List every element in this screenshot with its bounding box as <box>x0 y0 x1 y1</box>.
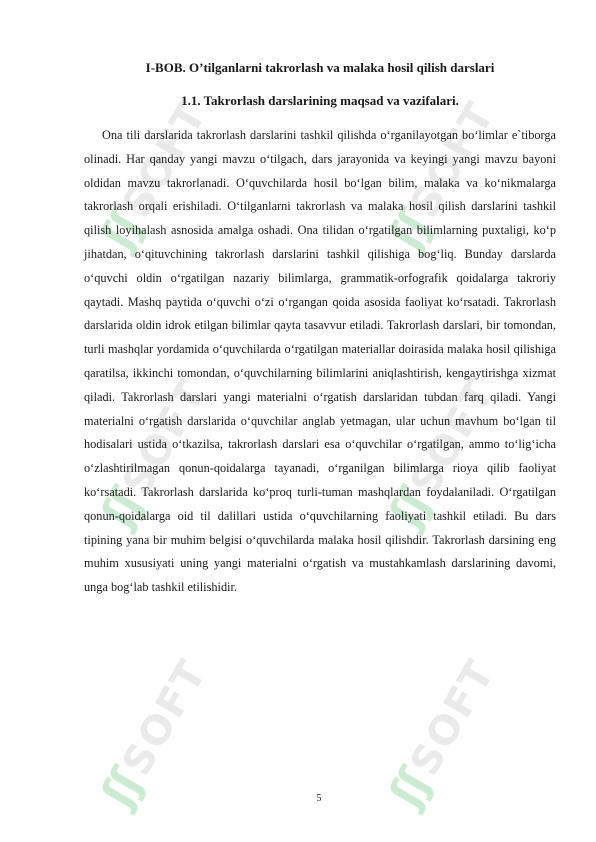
watermark-logo-letters: ʃʃ <box>380 203 441 258</box>
watermark-logo-letters: ʃʃ <box>92 203 153 258</box>
watermark-logo-word: SOFT <box>401 371 505 504</box>
section-title: 1.1. Takrorlash darslarining maqsad va vazifalari. <box>181 93 459 108</box>
watermark-logo-letters: ʃʃ <box>92 761 153 816</box>
watermark-logo-word: SOFT <box>401 93 505 226</box>
chapter-title: I-BOB. O’tilganlarni takrorlash va malaka hosil qilish darslari <box>145 60 495 75</box>
watermark-logo-word: SOFT <box>113 371 217 504</box>
watermark-logo-word: SOFT <box>113 651 217 784</box>
watermark-logo-letters: ʃʃ <box>92 481 153 536</box>
watermark-logo-letters: ʃʃ <box>380 761 441 816</box>
watermark-logo-word: SOFT <box>113 93 217 226</box>
watermark-logo-letters: ʃʃ <box>380 481 441 536</box>
watermark-logo-word: SOFT <box>401 651 505 784</box>
body-paragraph: Ona tili darslarida takrorlash darslarini tashkil qilishda o‘rganilayotgan bo‘limlar e`tiborga olinadi. Har qanday yangi mavzu o‘tilgach, dars jarayonida va keyingi yangi mavzu bayoni oldidan mavzu takrorlanadi. O‘quvchilarda hosil bo‘lgan bilim, malaka va ko‘nikmalarga takrorlash orqali erishiladi. O‘tilganlarni takrorlash va malaka hosil qilish darslarini tashkil qilish loyihalash asnosida amalga oshadi. Ona tilidan o‘rgatilgan bilimlarning puxtaligi, ko‘p jihatdan, o‘qituvchining takrorlash darslarini tashkil qilishiga bog‘liq. Bunday darslarda o‘quvchi oldin o‘rgatilgan nazariy bilimlarga, grammatik-orfografik qoidalarga takroriy qaytadi. Mashq paytida o‘quvchi o‘zi o‘rgangan qoida asosida faoliyat ko‘rsatadi. Takrorlash darslarida oldin idrok etilgan bilimlar qayta tasavvur etiladi. Takrorlash darslari, bir tomondan, turli mashqlar yordamida o‘quvchilarda o‘rgatilgan materiallar doirasida malaka hosil qilishiga qaratilsa, ikkinchi tomondan, o‘quvchilarning bilimlarini aniqlashtirish, kengaytirishga xizmat qiladi. Takrorlash darslari yangi materialni o‘rgatish darslaridan tubdan farq qiladi. Yangi materialni o‘rgatish darslarida o‘quvchilar anglab yetmagan, ular uchun mavhum bo‘lgan til hodisalari ustida o‘tkazilsa, takrorlash darslari esa o‘quvchilar o‘rgatilgan, ammo to‘lig‘icha o‘zlashtirilmagan qonun-qoidalarga tayanadi, o‘rganilgan bilimlarga rioya qilib faoliyat ko‘rsatadi. Takrorlash darslarida ko‘proq turli-tuman mashqlardan foydalaniladi. O‘rgatilgan qonun-qoidalarga oid til dalillari ustida o‘quvchilarning faoliyati tashkil etiladi. Bu dars tipining yana bir muhim belgisi o‘quvchilarda malaka hosil qilishdir. Takrorlash darsining eng muhim xususiyati uning yangi materialni o‘rgatish va mustahkamlash darslarining davomi, unga bog‘lab tashkil etilishidir. <box>84 128 556 595</box>
page-number: 5 <box>316 793 322 804</box>
